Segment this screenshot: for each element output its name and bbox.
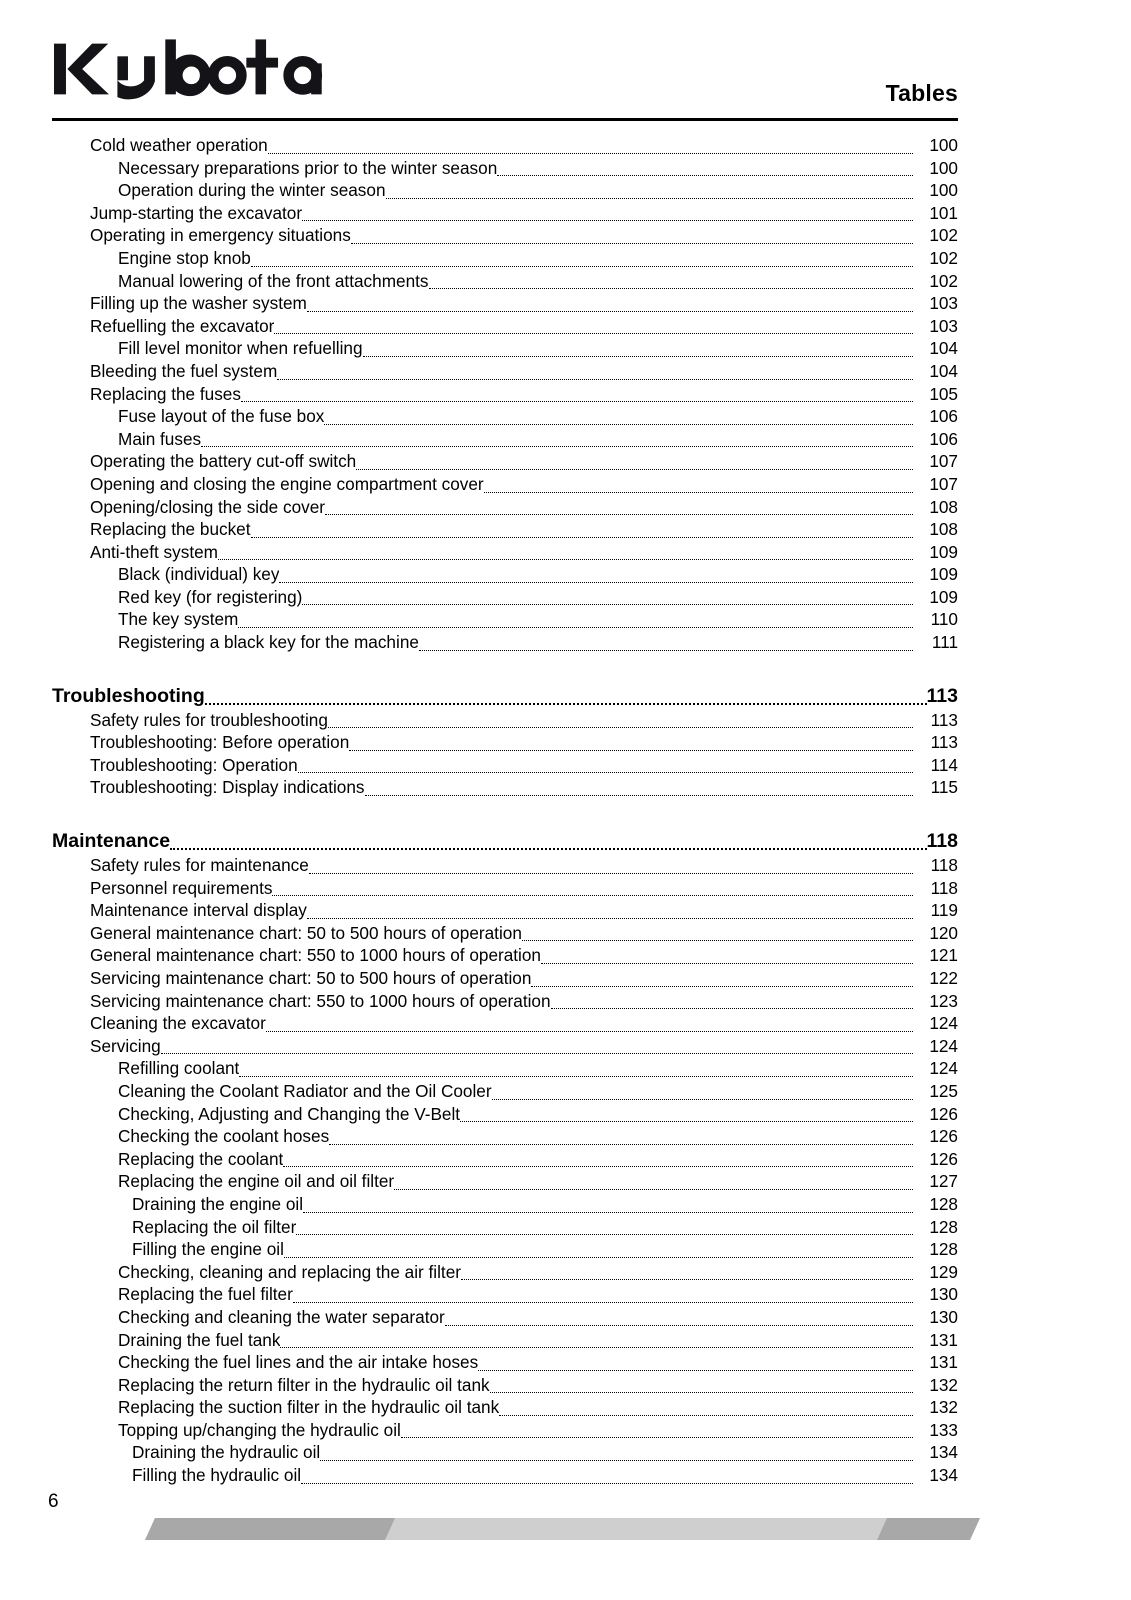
toc-entry-page-number: 122 — [929, 968, 958, 988]
toc-entry-page-number: 103 — [929, 293, 958, 314]
toc-entry[interactable] — [52, 731, 958, 754]
toc-entry[interactable] — [52, 1103, 958, 1126]
toc-entry-page-number: 113 — [930, 732, 958, 753]
toc-entry-page-number: 121 — [929, 945, 958, 966]
toc-entry[interactable] — [52, 1035, 958, 1058]
toc-leader-dots — [302, 220, 913, 221]
toc-entry[interactable] — [52, 1419, 958, 1442]
toc-entry[interactable] — [52, 1374, 958, 1397]
toc-leader-dots — [283, 1166, 913, 1167]
toc-entry-page-number: 111 — [931, 632, 958, 653]
toc-leader-dots — [499, 1415, 913, 1416]
toc-entry-label: The key system — [118, 609, 239, 630]
toc-entry[interactable] — [52, 776, 958, 799]
toc-leader-dots — [205, 703, 927, 705]
toc-entry-page-number: 132 — [929, 1397, 958, 1418]
toc-entry-label: Filling up the washer system — [90, 293, 307, 314]
toc-entry-label: Manual lowering of the front attachments — [118, 270, 429, 291]
toc-entry[interactable] — [52, 1148, 958, 1171]
toc-leader-dots — [251, 266, 913, 267]
toc-entry-label: Refuelling the excavator — [90, 315, 275, 336]
toc-entry-page-number: 131 — [929, 1329, 958, 1350]
toc-entry-label: Jump-starting the excavator — [90, 202, 303, 223]
toc-entry[interactable] — [52, 1351, 958, 1374]
toc-entry[interactable] — [52, 428, 958, 451]
toc-section-spacer — [52, 654, 958, 684]
toc-entry[interactable] — [52, 1441, 958, 1464]
toc-entry-page-number: 100 — [929, 157, 958, 178]
toc-entry-label: Checking the fuel lines and the air intake hoses — [118, 1352, 479, 1373]
toc-entry-label: Checking, cleaning and replacing the air filter — [118, 1261, 461, 1282]
toc-entry[interactable] — [52, 967, 958, 990]
toc-entry[interactable] — [52, 518, 958, 541]
toc-entry-page-number: 128 — [929, 1239, 958, 1260]
toc-entry-label: Replacing the bucket — [90, 519, 251, 540]
toc-leader-dots — [522, 940, 913, 941]
toc-entry-label: Cleaning the excavator — [90, 1013, 266, 1034]
toc-entry[interactable] — [52, 854, 958, 877]
toc-entry-label: Operating the battery cut-off switch — [90, 451, 357, 472]
toc-section-heading[interactable] — [52, 829, 958, 854]
toc-entry-page-number: 128 — [929, 1193, 958, 1214]
toc-leader-dots — [201, 446, 913, 447]
toc-leader-dots — [279, 582, 913, 583]
toc-entry-label: Cold weather operation — [90, 135, 268, 155]
toc-leader-dots — [272, 895, 913, 896]
toc-entry-page-number: 102 — [929, 270, 958, 291]
toc-entry-page-number: 134 — [929, 1465, 958, 1486]
toc-entry-page-number: 127 — [929, 1171, 958, 1192]
toc-entry[interactable] — [52, 270, 958, 293]
toc-entry-label: Red key (for registering) — [118, 586, 303, 607]
toc-leader-dots — [329, 1144, 913, 1145]
toc-leader-dots — [302, 604, 913, 605]
toc-entry[interactable] — [52, 563, 958, 586]
toc-entry[interactable] — [52, 608, 958, 631]
toc-entry-label: Servicing — [90, 1035, 161, 1056]
toc-entry-page-number: 115 — [930, 777, 958, 798]
toc-entry-page-number: 105 — [929, 383, 958, 404]
toc-leader-dots — [274, 333, 913, 334]
toc-entry-page-number: 132 — [929, 1374, 958, 1395]
toc-entry[interactable] — [52, 473, 958, 496]
toc-entry-page-number: 109 — [929, 564, 958, 585]
toc-entry-label: Troubleshooting: Before operation — [90, 732, 350, 753]
toc-entry[interactable] — [52, 496, 958, 519]
toc-entry-label: Registering a black key for the machine — [118, 632, 419, 653]
toc-entry-page-number: 100 — [929, 180, 958, 201]
toc-entry-label: Maintenance — [52, 830, 171, 853]
toc-entry[interactable] — [52, 1216, 958, 1239]
toc-leader-dots — [325, 514, 913, 515]
toc-entry-label: Troubleshooting: Display indications — [90, 777, 365, 798]
toc-entry-page-number: 126 — [929, 1103, 958, 1124]
toc-entry-page-number: 123 — [929, 990, 958, 1011]
toc-entry-label: Draining the fuel tank — [118, 1329, 281, 1350]
footer-page-number: 6 — [48, 1491, 59, 1512]
toc-entry[interactable] — [52, 247, 958, 270]
toc-entry[interactable] — [52, 1080, 958, 1103]
toc-entry[interactable] — [52, 944, 958, 967]
toc-entry-page-number: 119 — [930, 900, 958, 921]
toc-leader-dots — [280, 1347, 913, 1348]
toc-entry[interactable] — [52, 134, 958, 157]
toc-entry-page-number: 124 — [929, 1035, 958, 1056]
toc-entry-page-number: 101 — [929, 202, 958, 223]
toc-entry-label: Cleaning the Coolant Radiator and the Oil Cooler — [118, 1080, 492, 1101]
toc-entry-label: Operating in emergency situations — [90, 225, 351, 246]
toc-section-spacer — [52, 799, 958, 829]
toc-entry[interactable] — [52, 1464, 958, 1487]
toc-entry-page-number: 106 — [929, 428, 958, 449]
toc-entry-label: Black (individual) key — [118, 564, 280, 585]
toc-entry-label: Main fuses — [118, 428, 202, 449]
toc-entry-label: Personnel requirements — [90, 877, 273, 898]
toc-entry-page-number: 126 — [929, 1148, 958, 1169]
toc-entry[interactable] — [52, 1238, 958, 1261]
toc-leader-dots — [484, 492, 913, 493]
toc-leader-dots — [356, 469, 913, 470]
toc-entry-label: Troubleshooting — [52, 684, 205, 707]
toc-leader-dots — [303, 1212, 913, 1213]
toc-entry[interactable] — [52, 360, 958, 383]
toc-entry-page-number: 109 — [929, 586, 958, 607]
toc-entry-label: Maintenance interval display — [90, 900, 307, 921]
toc-entry-page-number: 107 — [929, 473, 958, 494]
toc-entry[interactable] — [52, 1261, 958, 1284]
toc-entry-page-number: 125 — [929, 1080, 958, 1101]
toc-entry-label: Necessary preparations prior to the winter season — [118, 157, 498, 178]
toc-entry-page-number: 118 — [926, 830, 958, 853]
footer-decorative-banner — [145, 1516, 980, 1542]
page-header — [52, 38, 958, 118]
toc-entry-label: Draining the hydraulic oil — [132, 1442, 321, 1463]
toc-leader-dots — [301, 1483, 913, 1484]
toc-leader-dots — [238, 627, 913, 628]
toc-entry-label: Engine stop knob — [118, 247, 251, 268]
page-title: Tables — [885, 80, 958, 106]
toc-entry-page-number: 109 — [929, 541, 958, 562]
toc-entry[interactable] — [52, 1306, 958, 1329]
toc-entry[interactable] — [52, 1012, 958, 1035]
toc-leader-dots — [419, 650, 913, 651]
toc-leader-dots — [266, 1031, 913, 1032]
toc-leader-dots — [351, 243, 913, 244]
toc-entry-label: Safety rules for troubleshooting — [90, 709, 328, 730]
toc-entry-page-number: 108 — [929, 519, 958, 540]
toc-entry-label: Draining the engine oil — [132, 1193, 304, 1214]
kubota-logo — [52, 38, 335, 100]
toc-entry-label: Filling the hydraulic oil — [132, 1465, 302, 1486]
toc-entry-page-number: 102 — [929, 225, 958, 246]
toc-entry[interactable] — [52, 899, 958, 922]
toc-entry-page-number: 133 — [929, 1419, 958, 1440]
toc-entry-page-number: 118 — [930, 855, 958, 876]
toc-entry-label: Replacing the engine oil and oil filter — [118, 1171, 395, 1192]
toc-entry-label: General maintenance chart: 50 to 500 hours of operation — [90, 922, 522, 943]
toc-entry[interactable] — [52, 337, 958, 360]
toc-leader-dots — [478, 1370, 913, 1371]
toc-leader-dots — [239, 1076, 913, 1077]
toc-entry-page-number: 108 — [929, 496, 958, 517]
toc-leader-dots — [365, 795, 913, 796]
toc-entry-label: Checking the coolant hoses — [118, 1126, 330, 1147]
toc-leader-dots — [490, 1392, 913, 1393]
toc-entry-page-number: 113 — [926, 684, 958, 707]
toc-leader-dots — [551, 1008, 913, 1009]
toc-entry[interactable] — [52, 202, 958, 225]
toc-leader-dots — [170, 848, 926, 850]
header-divider-rule — [52, 118, 958, 121]
toc-entry[interactable] — [52, 292, 958, 315]
toc-leader-dots — [328, 727, 913, 728]
toc-leader-dots — [401, 1437, 913, 1438]
toc-entry-label: Topping up/changing the hydraulic oil — [118, 1419, 401, 1440]
toc-leader-dots — [268, 153, 913, 154]
toc-section-heading[interactable] — [52, 684, 958, 709]
toc-leader-dots — [394, 1189, 913, 1190]
toc-leader-dots — [218, 559, 913, 560]
toc-entry-page-number: 106 — [929, 406, 958, 427]
toc-leader-dots — [277, 379, 913, 380]
toc-leader-dots — [307, 311, 913, 312]
toc-entry-label: General maintenance chart: 550 to 1000 hours of operation — [90, 945, 541, 966]
toc-entry-label: Replacing the fuses — [90, 383, 241, 404]
toc-entry-page-number: 113 — [930, 709, 958, 730]
toc-entry-page-number: 110 — [930, 609, 958, 630]
toc-entry-label: Bleeding the fuel system — [90, 360, 278, 381]
toc-entry-page-number: 134 — [929, 1442, 958, 1463]
toc-entry[interactable] — [52, 383, 958, 406]
toc-entry[interactable] — [52, 224, 958, 247]
toc-entry[interactable] — [52, 586, 958, 609]
toc-entry-page-number: 104 — [929, 360, 958, 381]
toc-leader-dots — [460, 1121, 913, 1122]
toc-entry-page-number: 114 — [930, 754, 958, 775]
toc-entry-page-number: 124 — [929, 1013, 958, 1034]
table-of-contents — [52, 134, 958, 1487]
toc-leader-dots — [541, 963, 913, 964]
toc-entry[interactable] — [52, 1283, 958, 1306]
toc-entry-label: Refilling coolant — [118, 1058, 240, 1079]
toc-entry[interactable] — [52, 1057, 958, 1080]
toc-entry[interactable] — [52, 315, 958, 338]
toc-entry[interactable] — [52, 709, 958, 732]
toc-entry[interactable] — [52, 877, 958, 900]
toc-leader-dots — [241, 401, 913, 402]
toc-entry[interactable] — [52, 450, 958, 473]
toc-entry-page-number: 102 — [929, 247, 958, 268]
toc-leader-dots — [492, 1099, 913, 1100]
toc-entry-label: Replacing the return filter in the hydraulic oil tank — [118, 1374, 490, 1395]
toc-leader-dots — [461, 1279, 913, 1280]
toc-entry-label: Filling the engine oil — [132, 1239, 284, 1260]
toc-entry-label: Replacing the suction filter in the hydraulic oil tank — [118, 1397, 500, 1418]
toc-entry-page-number: 124 — [929, 1058, 958, 1079]
toc-entry-label: Operation during the winter season — [118, 180, 386, 201]
toc-leader-dots — [497, 175, 913, 176]
toc-leader-dots — [161, 1053, 913, 1054]
toc-leader-dots — [531, 986, 913, 987]
toc-entry-label: Servicing maintenance chart: 50 to 500 hours of operation — [90, 968, 532, 988]
toc-entry[interactable] — [52, 1170, 958, 1193]
toc-leader-dots — [284, 1257, 913, 1258]
toc-leader-dots — [445, 1325, 913, 1326]
toc-leader-dots — [309, 873, 913, 874]
toc-entry-label: Fuse layout of the fuse box — [118, 406, 325, 427]
toc-entry-label: Replacing the oil filter — [132, 1216, 297, 1237]
toc-leader-dots — [429, 288, 914, 289]
toc-entry-label: Opening/closing the side cover — [90, 496, 326, 517]
toc-entry-page-number: 100 — [929, 135, 958, 155]
toc-entry[interactable] — [52, 1125, 958, 1148]
toc-entry[interactable] — [52, 922, 958, 945]
toc-entry-page-number: 120 — [929, 922, 958, 943]
toc-entry-page-number: 131 — [929, 1352, 958, 1373]
toc-entry[interactable] — [52, 179, 958, 202]
toc-leader-dots — [363, 356, 913, 357]
toc-entry[interactable] — [52, 541, 958, 564]
toc-entry[interactable] — [52, 1396, 958, 1419]
toc-entry-label: Troubleshooting: Operation — [90, 754, 298, 775]
toc-leader-dots — [293, 1302, 913, 1303]
toc-entry[interactable] — [52, 157, 958, 180]
toc-entry-label: Anti-theft system — [90, 541, 218, 562]
toc-entry-page-number: 130 — [929, 1284, 958, 1305]
toc-entry-page-number: 104 — [929, 338, 958, 359]
toc-entry-label: Replacing the fuel filter — [118, 1284, 293, 1305]
toc-entry-page-number: 107 — [929, 451, 958, 472]
toc-leader-dots — [320, 1460, 913, 1461]
toc-entry[interactable] — [52, 754, 958, 777]
toc-entry-label: Opening and closing the engine compartment cover — [90, 473, 484, 494]
toc-entry-label: Checking and cleaning the water separator — [118, 1306, 445, 1327]
toc-entry[interactable] — [52, 1193, 958, 1216]
toc-entry-page-number: 126 — [929, 1126, 958, 1147]
toc-leader-dots — [296, 1234, 913, 1235]
toc-entry-page-number: 128 — [929, 1216, 958, 1237]
toc-entry[interactable] — [52, 990, 958, 1013]
toc-entry-label: Safety rules for maintenance — [90, 855, 309, 876]
toc-entry-label: Servicing maintenance chart: 550 to 1000 hours of operation — [90, 990, 551, 1011]
toc-entry[interactable] — [52, 405, 958, 428]
toc-leader-dots — [307, 918, 913, 919]
toc-entry[interactable] — [52, 631, 958, 654]
toc-entry-page-number: 103 — [929, 315, 958, 336]
toc-leader-dots — [251, 537, 913, 538]
toc-entry-label: Checking, Adjusting and Changing the V-Belt — [118, 1103, 461, 1124]
toc-leader-dots — [349, 750, 913, 751]
toc-leader-dots — [324, 424, 913, 425]
toc-leader-dots — [386, 198, 913, 199]
toc-entry-label: Replacing the coolant — [118, 1148, 284, 1169]
toc-entry-label: Fill level monitor when refuelling — [118, 338, 363, 359]
toc-leader-dots — [298, 772, 913, 773]
toc-entry-page-number: 130 — [929, 1306, 958, 1327]
toc-entry-page-number: 129 — [929, 1261, 958, 1282]
toc-entry[interactable] — [52, 1329, 958, 1352]
toc-entry-page-number: 118 — [930, 877, 958, 898]
